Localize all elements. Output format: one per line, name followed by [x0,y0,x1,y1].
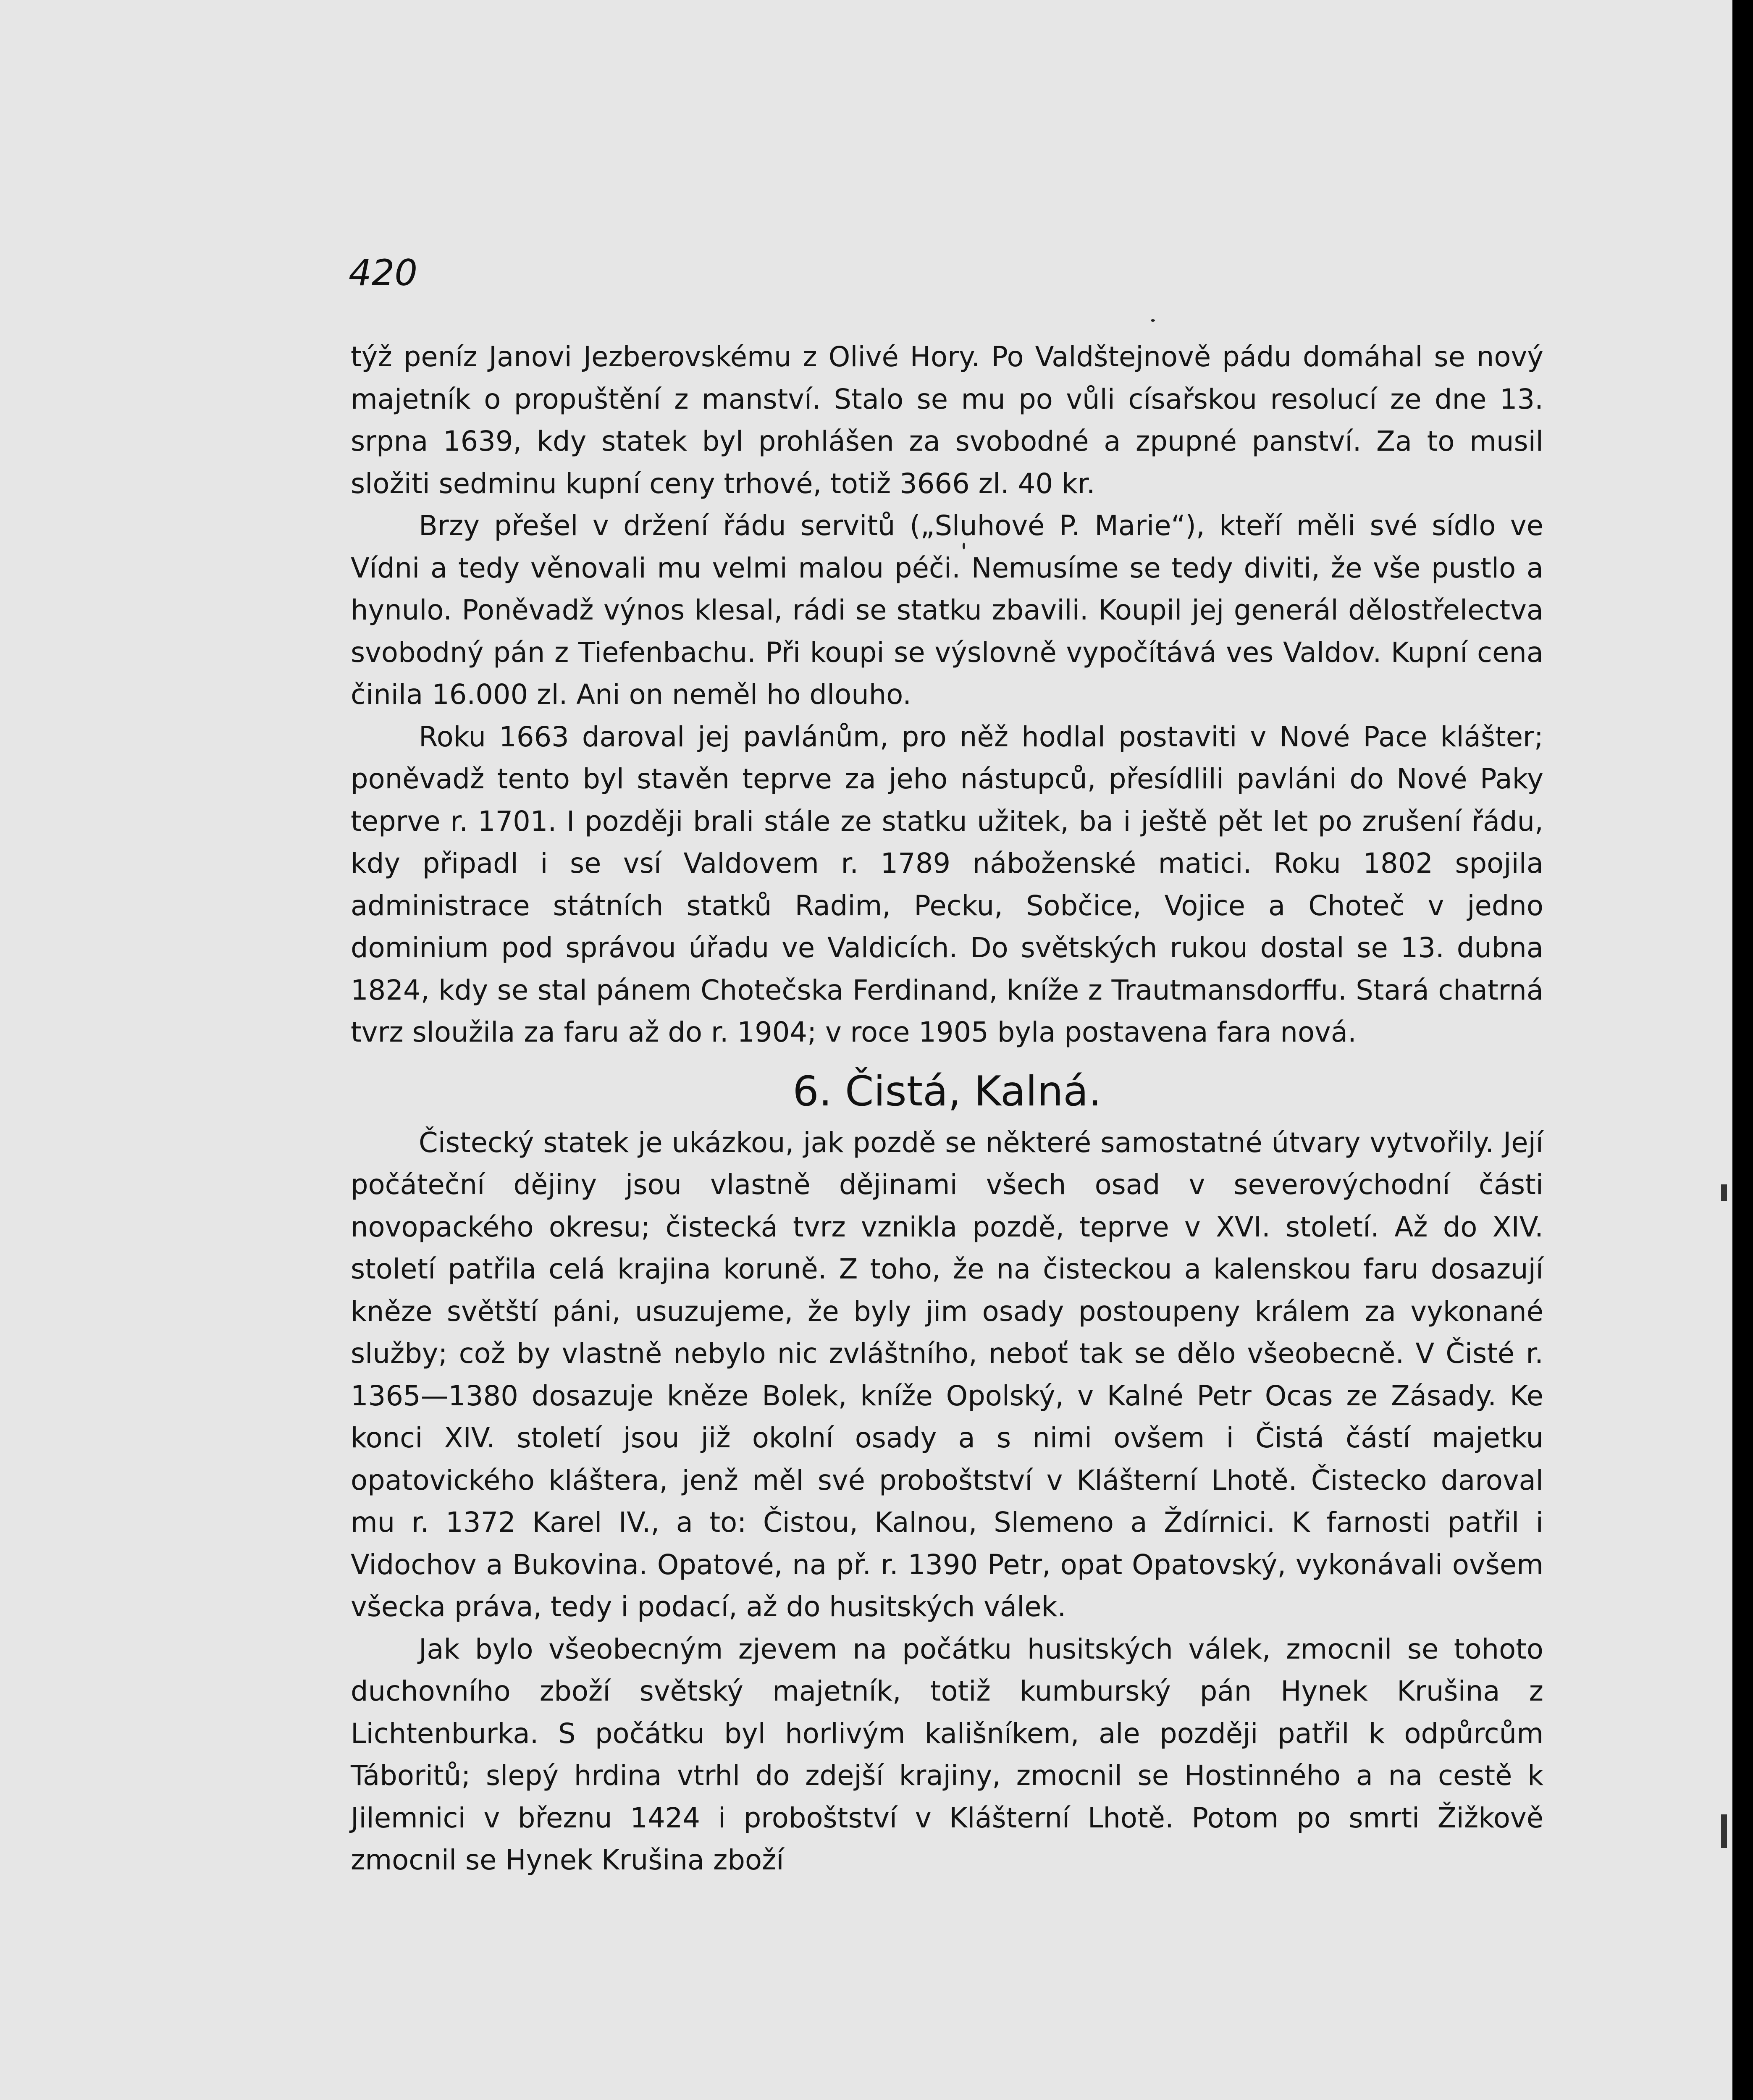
paragraph-3: Roku 1663 daroval jej pavlánům, pro něž hodlal postaviti v Nové Pace klášter; poněvadž tento byl stavěn teprve za jeho nástupců, přesídlili pavláni do Nové Paky teprve r. 1701. I později brali stále ze statku užitek, ba i ještě pět let po zrušení řádu, kdy připadl i se vsí Valdovem r. 1789 náboženské matici. Roku 1802 spojila administrace státních statků Radim, Pecku, Sobčice, Vojice a Choteč v jedno dominium pod správou úřadu ve Valdicích. Do světských rukou dostal se 13. dubna 1824, kdy se stal pánem Chotečska Ferdinand, kníže z Trautmansdorffu. Stará chatrná tvrz sloužila za faru až do r. 1904; v roce 1905 byla postavena fara nová. [351,721,1543,1048]
scan-edge-mark [1721,1814,1727,1848]
section-paragraph-1: Čistecký statek je ukázkou, jak pozdě se některé samostatné útvary vytvořily. Její počáteční dějiny jsou vlastně dějinami všech osad v severovýchodní části novopackého okresu; čistecká tvrz vznikla pozdě, teprve v XVI. století. Až do XIV. století patřila celá krajina koruně. Z toho, že na čisteckou a kalenskou faru dosazují kněze světští páni, usuzujeme, že byly jim osady postoupeny králem za vykonané služby; což by vlastně nebylo nic zvláštního, neboť tak se dělo všeobecně. V Čisté r. 1365—1380 dosazuje kněze Bolek, kníže Opolský, v Kalné Petr Ocas ze Zásady. Ke konci XIV. století jsou již okolní osady a s nimi ovšem i Čistá částí majetku opatovického kláštera, jenž měl své proboštství v Klášterní Lhotě. Čistecko daroval mu r. 1372 Karel IV., a to: Čistou, Kalnou, Slemeno a Ždírnici. K farnosti patřil i Vidochov a Bukovina. Opatové, na př. r. 1390 Petr, opat Opatovský, vykonávali ovšem všecka práva, tedy i podací, až do husitských válek. [351,1126,1543,1623]
scan-speck [1151,319,1155,322]
paragraph-2: Brzy přešel v držení řádu servitů („Sluhové P. Marie“), kteří měli své sídlo ve Vídni a tedy věnovali mu velmi malou péči. Nemusíme se tedy diviti, že vše pustlo a hynulo. Poněvadž výnos klesal, rádi se statku zbavili. Koupil jej generál dělostřelectva svobodný pán z Tiefenbachu. Při koupi se výslovně vypočítává ves Valdov. Kupní cena činila 16.000 zl. Ani on neměl ho dlouho. [351,510,1543,711]
section-heading: 6. Čistá, Kalná. [793,1067,1102,1116]
body-text [351,336,1543,1882]
paragraph-1: týž peníz Janovi Jezberovskému z Olivé Hory. Po Valdštejnově pádu domáhal se nový majetník o propuštění z manství. Stalo se mu po vůli císařskou resolucí ze dne 13. srpna 1639, kdy statek byl prohlášen za svobodné a zpupné panství. Za to musil složiti sedminu kupní ceny trhové, totiž 3666 zl. 40 kr. [351,341,1543,500]
scan-speck [963,543,965,549]
page-number: 420 [349,252,418,294]
scan-edge-mark [1721,1184,1727,1201]
section-paragraph-2: Jak bylo všeobecným zjevem na počátku husitských válek, zmocnil se tohoto duchovního zboží světský majetník, totiž kumburský pán Hynek Krušina z Lichtenburka. S počátku byl horlivým kališníkem, ale později patřil k odpůrcům Táboritů; slepý hrdina vtrhl do zdejší krajiny, zmocnil se Hostinného a na cestě k Jilemnici v březnu 1424 i proboštství v Klášterní Lhotě. Potom po smrti Žižkově zmocnil se Hynek Krušina zboží [351,1633,1543,1876]
